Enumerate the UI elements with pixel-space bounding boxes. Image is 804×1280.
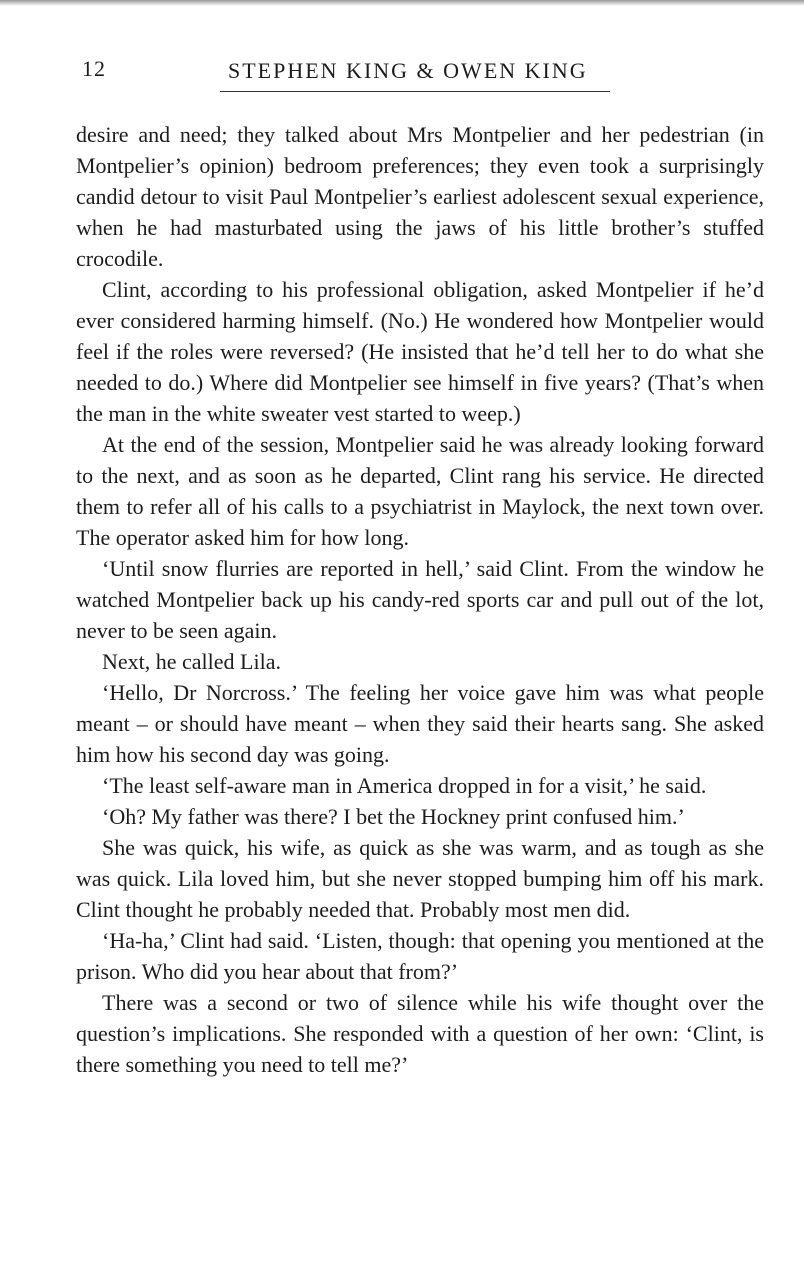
running-head: STEPHEN KING & OWEN KING	[228, 58, 588, 83]
paragraph: At the end of the session, Montpelier said he was already looking forward to the next, and as soon as he departed, Clint rang his service. He directed them to refer all of his calls to a psychiatrist in Maylock, the next town over. The operator asked him for how long.	[76, 432, 764, 550]
paragraph: ‘Ha-ha,’ Clint had said. ‘Listen, though: that opening you mentioned at the prison. Who did you hear about that from?’	[76, 928, 764, 984]
page-top-shadow	[0, 0, 804, 6]
paragraph: Next, he called Lila.	[102, 649, 281, 674]
body-text	[76, 119, 764, 1080]
header-rule	[220, 91, 610, 92]
paragraph: Clint, according to his professional obligation, asked Montpelier if he’d ever considered harming himself. (No.) He wondered how Montpelier would feel if the roles were reversed? (He insisted that he’d tell her to do what she needed to do.) Where did Montpelier see himself in five years? (That’s when the man in the white sweater vest started to weep.)	[76, 277, 764, 426]
paragraph: She was quick, his wife, as quick as she was warm, and as tough as she was quick. Lila loved him, but she never stopped bumping him off his mark. Clint thought he probably needed that. Probably most men did.	[76, 835, 764, 922]
paragraph: ‘Until snow flurries are reported in hell,’ said Clint. From the window he watched Montpelier back up his candy-red sports car and pull out of the lot, never to be seen again.	[76, 556, 764, 643]
paragraph: There was a second or two of silence while his wife thought over the question’s implications. She responded with a question of her own: ‘Clint, is there something you need to tell me?’	[76, 990, 764, 1077]
paragraph: ‘Oh? My father was there? I bet the Hockney print confused him.’	[102, 804, 685, 829]
paragraph: ‘Hello, Dr Norcross.’ The feeling her voice gave him was what people meant – or should have meant – when they said their hearts sang. She asked him how his second day was going.	[76, 680, 764, 767]
paragraph: ‘The least self-aware man in America dropped in for a visit,’ he said.	[102, 773, 707, 798]
page-number: 12	[82, 56, 106, 81]
paragraph: desire and need; they talked about Mrs Montpelier and her pedestrian (in Montpelier’s opinion) bedroom preferences; they even took a surprisingly candid detour to visit Paul Montpelier’s earliest adolescent sexual experience, when he had masturbated using the jaws of his little brother’s stuffed crocodile.	[76, 122, 764, 271]
